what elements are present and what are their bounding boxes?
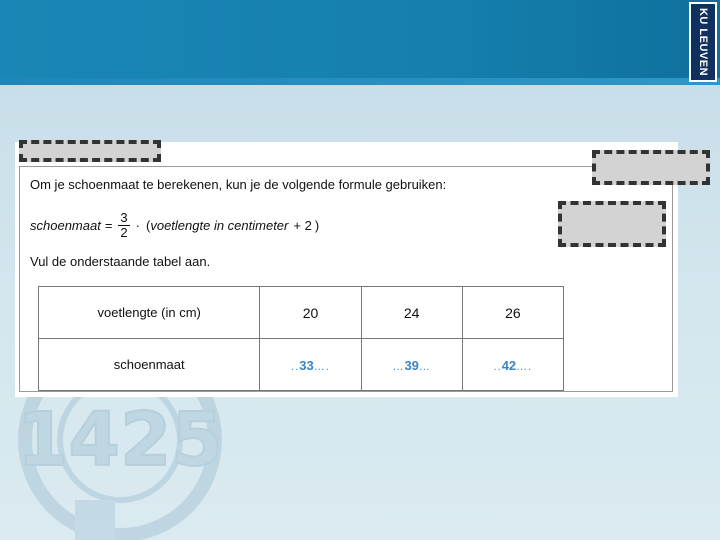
row-label-shoe-size: schoenmaat <box>39 339 260 391</box>
fraction-numerator: 3 <box>120 209 128 225</box>
foot-length-value: 20 <box>260 287 361 339</box>
answer-table <box>38 286 564 391</box>
shoe-size-cell[interactable] <box>361 339 462 391</box>
answer-dots: …. <box>516 360 533 373</box>
formula-open-paren: ( <box>146 217 151 233</box>
foot-length-value: 24 <box>361 287 462 339</box>
shoe-size-answer: 33 <box>299 357 314 373</box>
table-row <box>39 287 564 339</box>
formula-close-paren: ) <box>314 217 320 233</box>
answer-dots: .. <box>493 360 502 373</box>
exercise-instruction: Vul de onderstaande tabel aan. <box>30 254 211 269</box>
row-label-foot-length: voetlengte (in cm) <box>39 287 260 339</box>
shoe-size-answer: 39 <box>404 357 419 373</box>
redaction-box <box>558 201 666 247</box>
header-accent-band <box>0 78 720 85</box>
answer-dots: … <box>418 360 431 373</box>
answer-dots: …. <box>313 360 330 373</box>
answer-dots: .. <box>291 360 300 373</box>
formula-equals: = <box>104 217 113 233</box>
formula-lhs: schoenmaat <box>30 217 101 233</box>
redaction-box <box>592 150 710 185</box>
formula-plus: + 2 <box>293 217 312 233</box>
seal-number: 1425 <box>17 397 223 483</box>
redaction-box <box>19 140 161 162</box>
shoe-size-answer: 42 <box>501 357 517 373</box>
shoe-size-cell[interactable] <box>260 339 361 391</box>
fraction-denominator: 2 <box>120 224 128 240</box>
shoe-size-cell[interactable] <box>462 339 563 391</box>
answer-dots: … <box>392 360 405 373</box>
exercise-intro: Om je schoenmaat te berekenen, kun je de volgende formule gebruiken: <box>30 177 447 192</box>
ku-leuven-logo <box>689 2 717 82</box>
header-bar <box>0 0 720 85</box>
formula-times: · <box>135 217 140 233</box>
formula-fraction <box>118 211 129 240</box>
logo-text: KU LEUVEN <box>697 7 709 77</box>
table-row <box>39 339 564 391</box>
formula-variable: voetlengte in centimeter <box>150 217 289 233</box>
formula <box>30 207 319 243</box>
foot-length-value: 26 <box>462 287 563 339</box>
